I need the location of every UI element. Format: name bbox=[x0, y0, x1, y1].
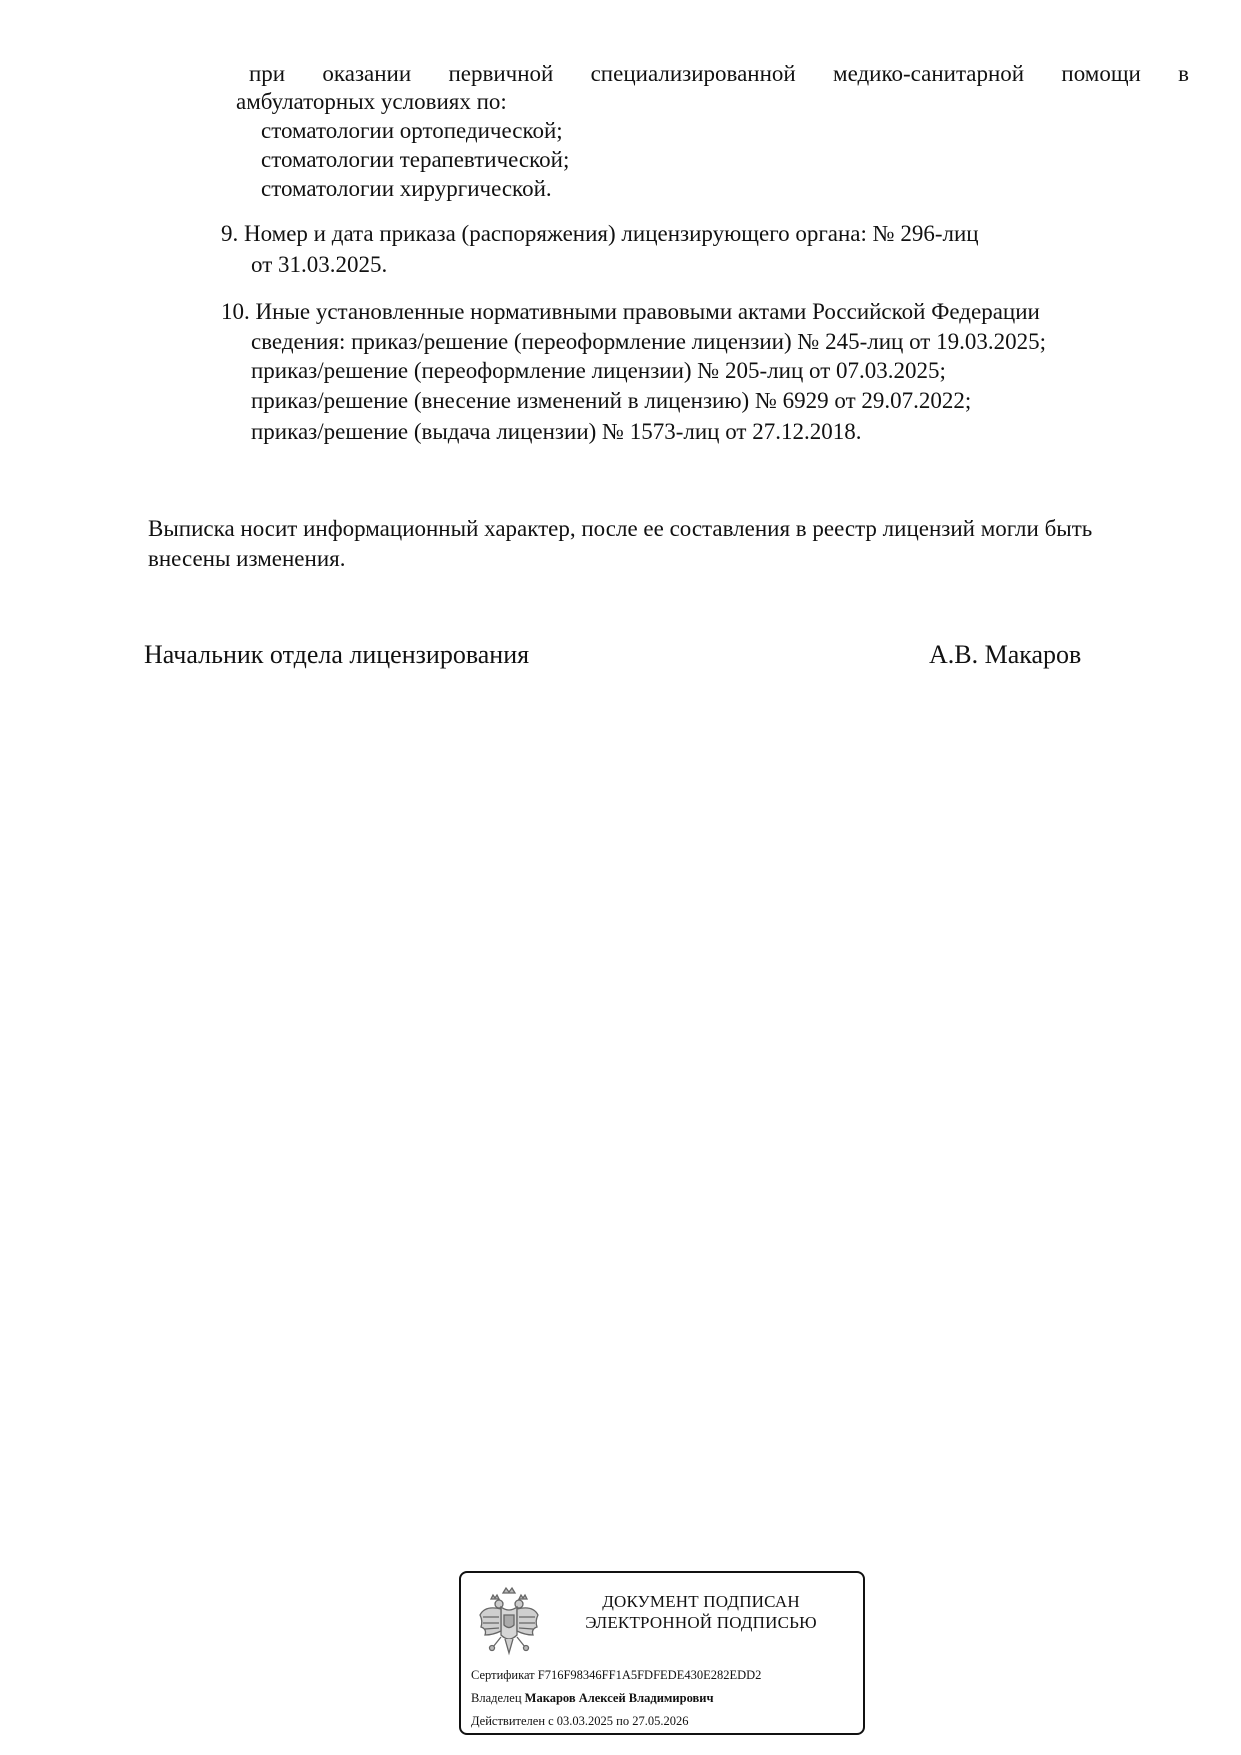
signatory-position: Начальник отдела лицензирования bbox=[144, 640, 530, 669]
stamp-title bbox=[561, 1591, 841, 1633]
item-10-line-3: приказ/решение (переоформление лицензии) № 205-лиц от 07.03.2025; bbox=[251, 358, 946, 383]
item-9-line-2: от 31.03.2025. bbox=[251, 252, 388, 277]
stamp-certificate bbox=[471, 1667, 761, 1683]
stamp-validity: Действителен с 03.03.2025 по 27.05.2026 bbox=[471, 1714, 689, 1728]
item-10-line-5: приказ/решение (выдача лицензии) № 1573-лиц от 27.12.2018. bbox=[251, 419, 862, 444]
certificate-value: F716F98346FF1A5FDFEDE430E282EDD2 bbox=[537, 1668, 762, 1682]
electronic-signature-stamp bbox=[459, 1571, 865, 1735]
certificate-label: Сертификат bbox=[471, 1668, 535, 1682]
service-item: стоматологии хирургической. bbox=[261, 176, 552, 201]
service-item: стоматологии ортопедической; bbox=[261, 118, 563, 143]
stamp-title-line-2: ЭЛЕКТРОННОЙ ПОДПИСЬЮ bbox=[585, 1613, 817, 1632]
owner-label: Владелец bbox=[471, 1691, 522, 1705]
intro-line-1: при оказании первичной специализированной медико-санитарной помощи в bbox=[249, 61, 1189, 86]
owner-value: Макаров Алексей Владимирович bbox=[524, 1691, 714, 1705]
stamp-title-line-1: ДОКУМЕНТ ПОДПИСАН bbox=[602, 1592, 800, 1611]
notice-line-1: Выписка носит информационный характер, после ее составления в реестр лицензий могли быть bbox=[148, 516, 1093, 541]
stamp-owner bbox=[471, 1690, 714, 1706]
item-10-line-1: 10. Иные установленные нормативными правовыми актами Российской Федерации bbox=[221, 299, 1040, 324]
item-10-line-4: приказ/решение (внесение изменений в лицензию) № 6929 от 29.07.2022; bbox=[251, 388, 972, 413]
intro-line-2: амбулаторных условиях по: bbox=[236, 89, 507, 114]
service-item: стоматологии терапевтической; bbox=[261, 147, 570, 172]
item-10-line-2: сведения: приказ/решение (переоформление лицензии) № 245-лиц от 19.03.2025; bbox=[251, 329, 1046, 354]
russian-coat-of-arms-icon bbox=[477, 1583, 541, 1661]
signatory-name: А.В. Макаров bbox=[929, 640, 1082, 669]
notice-line-2: внесены изменения. bbox=[148, 546, 346, 571]
item-9-line-1: 9. Номер и дата приказа (распоряжения) лицензирующего органа: № 296-лиц bbox=[221, 221, 979, 246]
